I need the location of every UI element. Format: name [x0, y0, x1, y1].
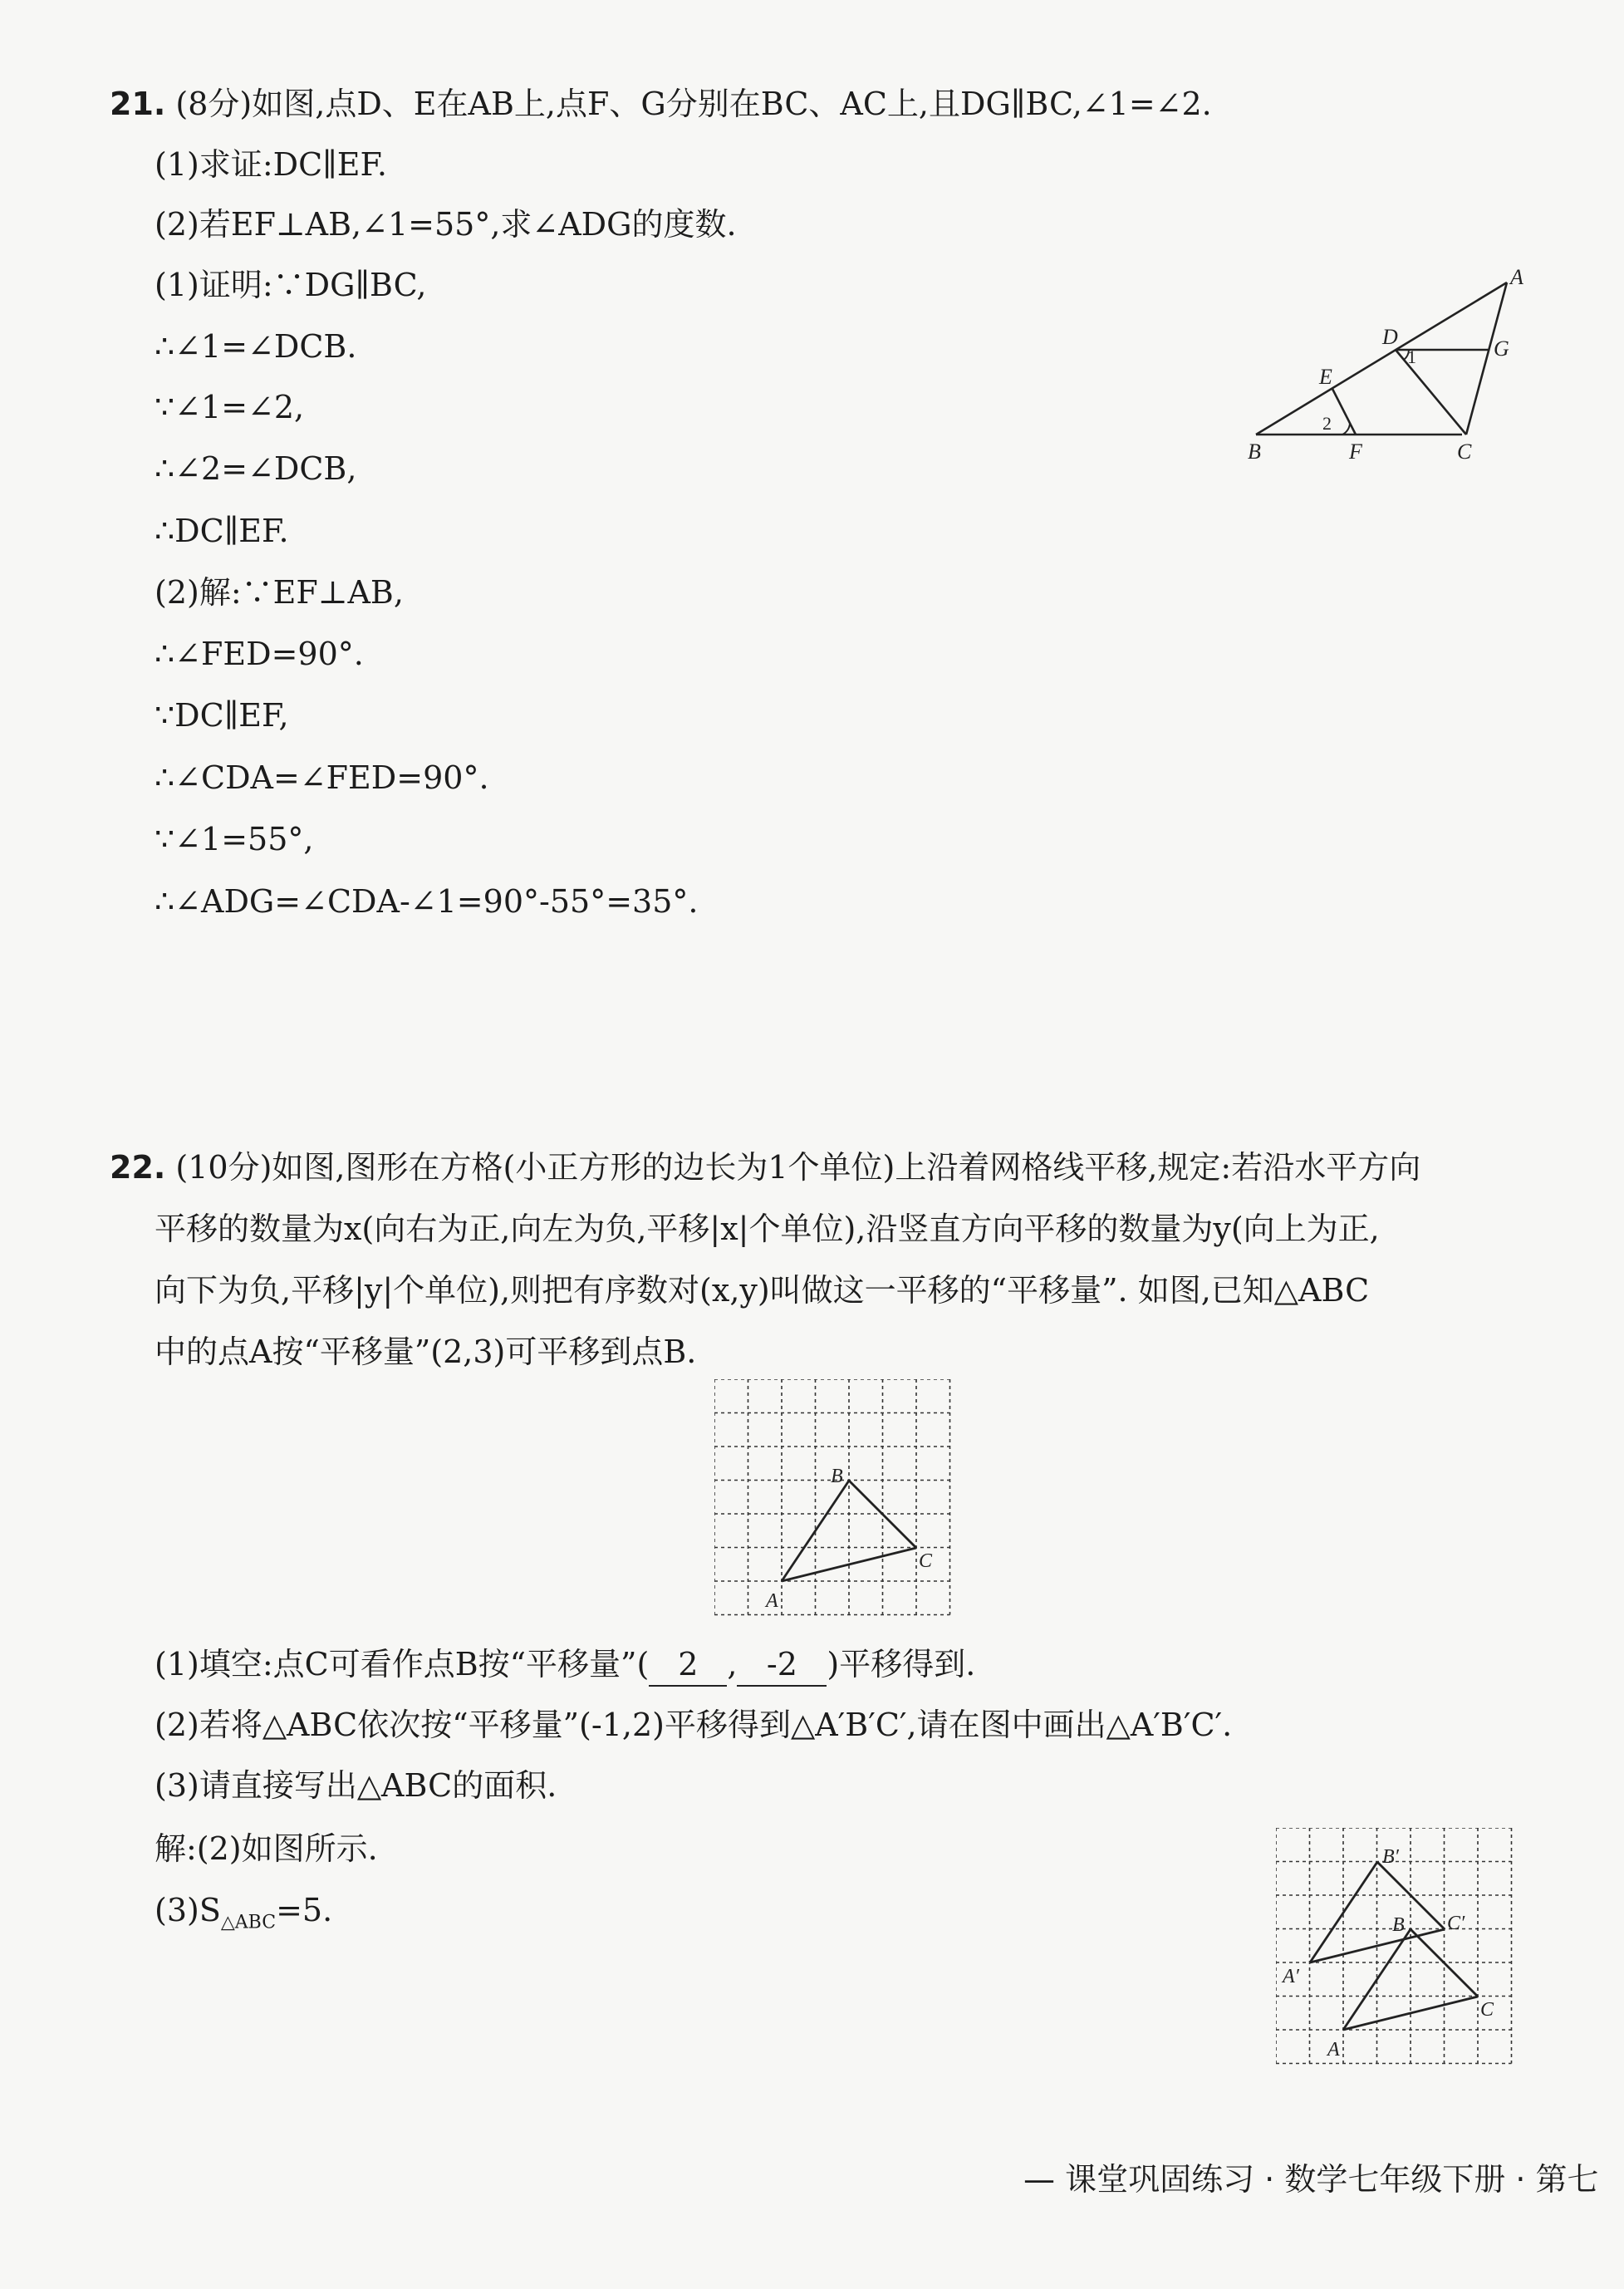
q21-part1: (1)求证:DC∥EF. — [155, 146, 387, 183]
q21-answer-line: ∴∠1=∠DCB. — [155, 328, 357, 365]
label-C: C — [919, 1550, 933, 1572]
label-angle-1: 1 — [1407, 346, 1416, 367]
q21-answer-line: ∵DC∥EF, — [155, 697, 289, 734]
q22-blank-separator: , — [727, 1646, 738, 1682]
segment-BC — [849, 1481, 916, 1548]
page-footer: — 课堂巩固练习 · 数学七年级下册 · 第七 — [1023, 2161, 1599, 2198]
q21-part2: (2)若EF⊥AB,∠1=55°,求∠ADG的度数. — [155, 206, 737, 243]
segment-EF — [1332, 389, 1356, 435]
segment-BC — [1411, 1929, 1478, 1997]
q22-stem-line: 中的点A按“平移量”(2,3)可平移到点B. — [155, 1334, 697, 1370]
answer-blank-x: 2 — [649, 1643, 727, 1687]
q22-part1-suffix: )平移得到. — [827, 1646, 976, 1682]
area-symbol: (3)S — [155, 1892, 221, 1928]
label-C: C — [1457, 440, 1472, 464]
q21-answer-line: ∴DC∥EF. — [155, 513, 289, 549]
label-C: C — [1480, 1999, 1494, 2021]
label-A: A — [1327, 2039, 1340, 2061]
label-E: E — [1319, 365, 1332, 389]
q21-answer-line: ∵∠1=55°, — [155, 821, 314, 857]
q22-part1-prefix: (1)填空:点C可看作点B按“平移量”( — [155, 1646, 650, 1682]
label-B: B — [831, 1466, 843, 1487]
label-C-prime: C′ — [1447, 1913, 1465, 1934]
q22-stem-line: 平移的数量为x(向右为正,向左为负,平移|x|个单位),沿竖直方向平移的数量为y(向上为正, — [155, 1211, 1380, 1247]
q22-grid-figure — [714, 1379, 957, 1620]
q21-answer-line: ∴∠FED=90°. — [155, 636, 364, 672]
segment-BpCp — [1377, 1862, 1445, 1929]
label-A-prime: A′ — [1283, 1966, 1299, 1987]
label-B: B — [1248, 440, 1261, 464]
q22-stem-line: 向下为负,平移|y|个单位),则把有序数对(x,y)叫做这一平移的“平移量”. 如图,已知△ABC — [155, 1272, 1370, 1309]
label-G: G — [1494, 336, 1509, 361]
q22-stem: (10分)如图,图形在方格(小正方形的边长为1个单位)上沿着网格线平移,规定:若沿水平方向 — [175, 1149, 1421, 1186]
q21-number: 21. — [110, 86, 166, 122]
segment-DC — [1396, 350, 1466, 435]
q21-answer-line: ∴∠2=∠DCB, — [155, 450, 357, 487]
q21-answer-line: ∵∠1=∠2, — [155, 389, 305, 425]
q21-answer-line: (1)证明:∵DG∥BC, — [155, 267, 427, 303]
q22-solution-2 — [155, 1889, 332, 1944]
label-D: D — [1382, 325, 1398, 349]
label-B: B — [1392, 1914, 1405, 1936]
q22-part3: (3)请直接写出△ABC的面积. — [155, 1767, 557, 1804]
q21-stem: (8分)如图,点D、E在AB上,点F、G分别在BC、AC上,且DG∥BC,∠1=∠2. — [175, 86, 1212, 122]
q21-answer-line: ∴∠ADG=∠CDA-∠1=90°-55°=35°. — [155, 883, 699, 920]
q21-answer-line: ∴∠CDA=∠FED=90°. — [155, 759, 489, 796]
q21-stem-line — [110, 83, 1212, 125]
answer-blank-y: -2 — [737, 1643, 827, 1687]
label-F: F — [1349, 440, 1362, 464]
label-B-prime: B′ — [1382, 1846, 1399, 1868]
dashed-grid — [714, 1379, 950, 1615]
q22-stem-line — [110, 1147, 1420, 1188]
angle-2-arc — [1342, 423, 1350, 435]
area-subscript: △ABC — [220, 1912, 277, 1933]
label-A: A — [766, 1590, 778, 1612]
q22-answer-grid-figure — [1276, 1828, 1519, 2069]
segment-AB — [1256, 282, 1507, 435]
q21-answer-line: (2)解:∵EF⊥AB, — [155, 574, 404, 611]
q22-part1 — [155, 1643, 975, 1687]
label-angle-2: 2 — [1322, 413, 1332, 434]
area-value: =5. — [276, 1892, 333, 1928]
q22-number: 22. — [110, 1149, 166, 1186]
q22-solution-1: 解:(2)如图所示. — [155, 1830, 378, 1867]
label-A: A — [1510, 266, 1523, 289]
q22-part2: (2)若将△ABC依次按“平移量”(-1,2)平移得到△A′B′C′,请在图中画出△A′B′C′. — [155, 1707, 1233, 1743]
q21-figure — [1246, 266, 1545, 482]
